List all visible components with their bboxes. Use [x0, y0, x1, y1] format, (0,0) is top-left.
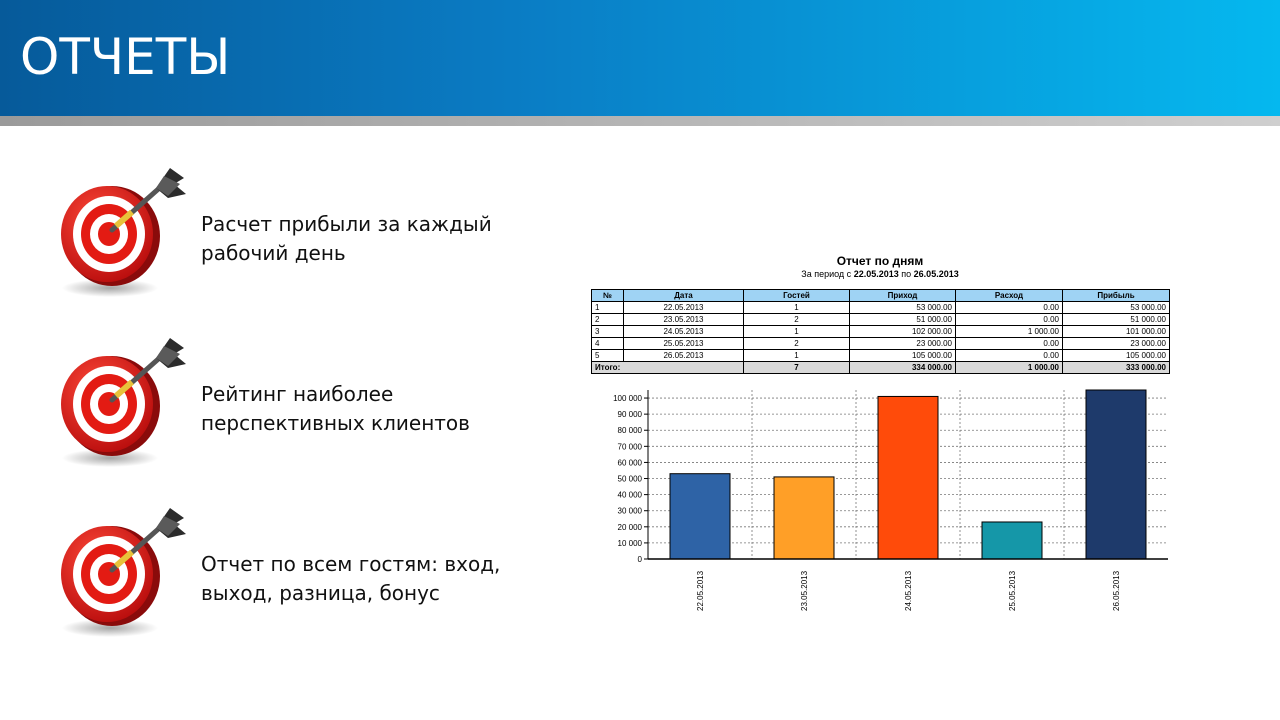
cell-number: 2 [592, 314, 624, 326]
total-guests: 7 [744, 362, 850, 374]
table-header-row [592, 290, 1170, 302]
bullet-text-line2: выход, разница, бонус [201, 581, 440, 605]
cell-guests: 1 [744, 326, 850, 338]
total-profit: 333 000.00 [1063, 362, 1170, 374]
table-row [592, 302, 1170, 314]
period-prefix: За период с [801, 269, 852, 279]
cell-profit: 23 000.00 [1063, 338, 1170, 350]
x-tick-label: 23.05.2013 [800, 570, 809, 611]
cell-guests: 1 [744, 350, 850, 362]
cell-guests: 1 [744, 302, 850, 314]
period-from: 22.05.2013 [853, 269, 899, 279]
x-tick-label: 25.05.2013 [1008, 570, 1017, 611]
period-to: 26.05.2013 [913, 269, 959, 279]
bar [1086, 390, 1146, 559]
column-header: Приход [850, 290, 956, 302]
cell-expense: 1 000.00 [956, 326, 1063, 338]
cell-date: 26.05.2013 [624, 350, 744, 362]
cell-income: 102 000.00 [850, 326, 956, 338]
slide-header [0, 0, 1280, 116]
cell-number: 3 [592, 326, 624, 338]
cell-date: 22.05.2013 [624, 302, 744, 314]
column-header: Расход [956, 290, 1063, 302]
y-tick-label: 80 000 [617, 426, 642, 436]
bar [670, 474, 730, 559]
cell-income: 53 000.00 [850, 302, 956, 314]
column-header: № [592, 290, 624, 302]
header-divider [0, 116, 1280, 126]
bullet-guests [52, 506, 512, 646]
bullet-text-line2: перспективных клиентов [201, 411, 470, 435]
bar [878, 396, 938, 559]
report-title: Отчет по дням [836, 254, 924, 268]
report-period [590, 269, 1170, 279]
y-tick-label: 10 000 [617, 538, 642, 548]
bullet-text [201, 380, 521, 438]
y-tick-label: 40 000 [617, 490, 642, 500]
cell-profit: 53 000.00 [1063, 302, 1170, 314]
table-row [592, 338, 1170, 350]
y-tick-label: 20 000 [617, 522, 642, 532]
cell-expense: 0.00 [956, 302, 1063, 314]
y-tick-label: 70 000 [617, 442, 642, 452]
cell-date: 24.05.2013 [624, 326, 744, 338]
cell-date: 23.05.2013 [624, 314, 744, 326]
cell-income: 23 000.00 [850, 338, 956, 350]
y-tick-label: 60 000 [617, 458, 642, 468]
table-row [592, 326, 1170, 338]
cell-date: 25.05.2013 [624, 338, 744, 350]
cell-profit: 51 000.00 [1063, 314, 1170, 326]
bar [982, 522, 1042, 559]
x-tick-label: 26.05.2013 [1112, 570, 1121, 611]
period-mid: по [901, 269, 912, 279]
cell-number: 4 [592, 338, 624, 350]
y-tick-label: 30 000 [617, 506, 642, 516]
cell-guests: 2 [744, 314, 850, 326]
cell-number: 1 [592, 302, 624, 314]
bullet-text-line1: Рейтинг наиболее [201, 382, 394, 406]
bullet-rating [52, 336, 512, 476]
total-label: Итого: [592, 362, 744, 374]
bullet-text [201, 550, 521, 608]
cell-income: 105 000.00 [850, 350, 956, 362]
cell-profit: 105 000.00 [1063, 350, 1170, 362]
total-income: 334 000.00 [850, 362, 956, 374]
target-dart-icon [52, 506, 192, 646]
bar [774, 477, 834, 559]
bullet-text-line2: рабочий день [201, 241, 346, 265]
table-row [592, 350, 1170, 362]
x-tick-label: 24.05.2013 [904, 570, 913, 611]
slide-title: ОТЧЕТЫ [20, 28, 231, 86]
column-header: Дата [624, 290, 744, 302]
y-tick-label: 90 000 [617, 410, 642, 420]
bullet-text-line1: Расчет прибыли за каждый [201, 212, 492, 236]
table-row [592, 314, 1170, 326]
profit-bar-chart [590, 385, 1180, 615]
target-dart-icon [52, 336, 192, 476]
x-tick-label: 22.05.2013 [696, 570, 705, 611]
total-row [592, 362, 1170, 374]
target-dart-icon [52, 166, 192, 306]
column-header: Прибыль [1063, 290, 1170, 302]
cell-expense: 0.00 [956, 314, 1063, 326]
bullet-text [201, 210, 521, 268]
column-header: Гостей [744, 290, 850, 302]
total-expense: 1 000.00 [956, 362, 1063, 374]
cell-income: 51 000.00 [850, 314, 956, 326]
cell-number: 5 [592, 350, 624, 362]
cell-guests: 2 [744, 338, 850, 350]
bullet-text-line1: Отчет по всем гостям: вход, [201, 552, 501, 576]
y-tick-label: 0 [637, 555, 642, 564]
bullet-profit [52, 166, 512, 306]
report-table [591, 289, 1170, 374]
y-tick-label: 100 000 [613, 394, 642, 404]
y-tick-label: 50 000 [617, 474, 642, 484]
cell-expense: 0.00 [956, 350, 1063, 362]
cell-profit: 101 000.00 [1063, 326, 1170, 338]
cell-expense: 0.00 [956, 338, 1063, 350]
